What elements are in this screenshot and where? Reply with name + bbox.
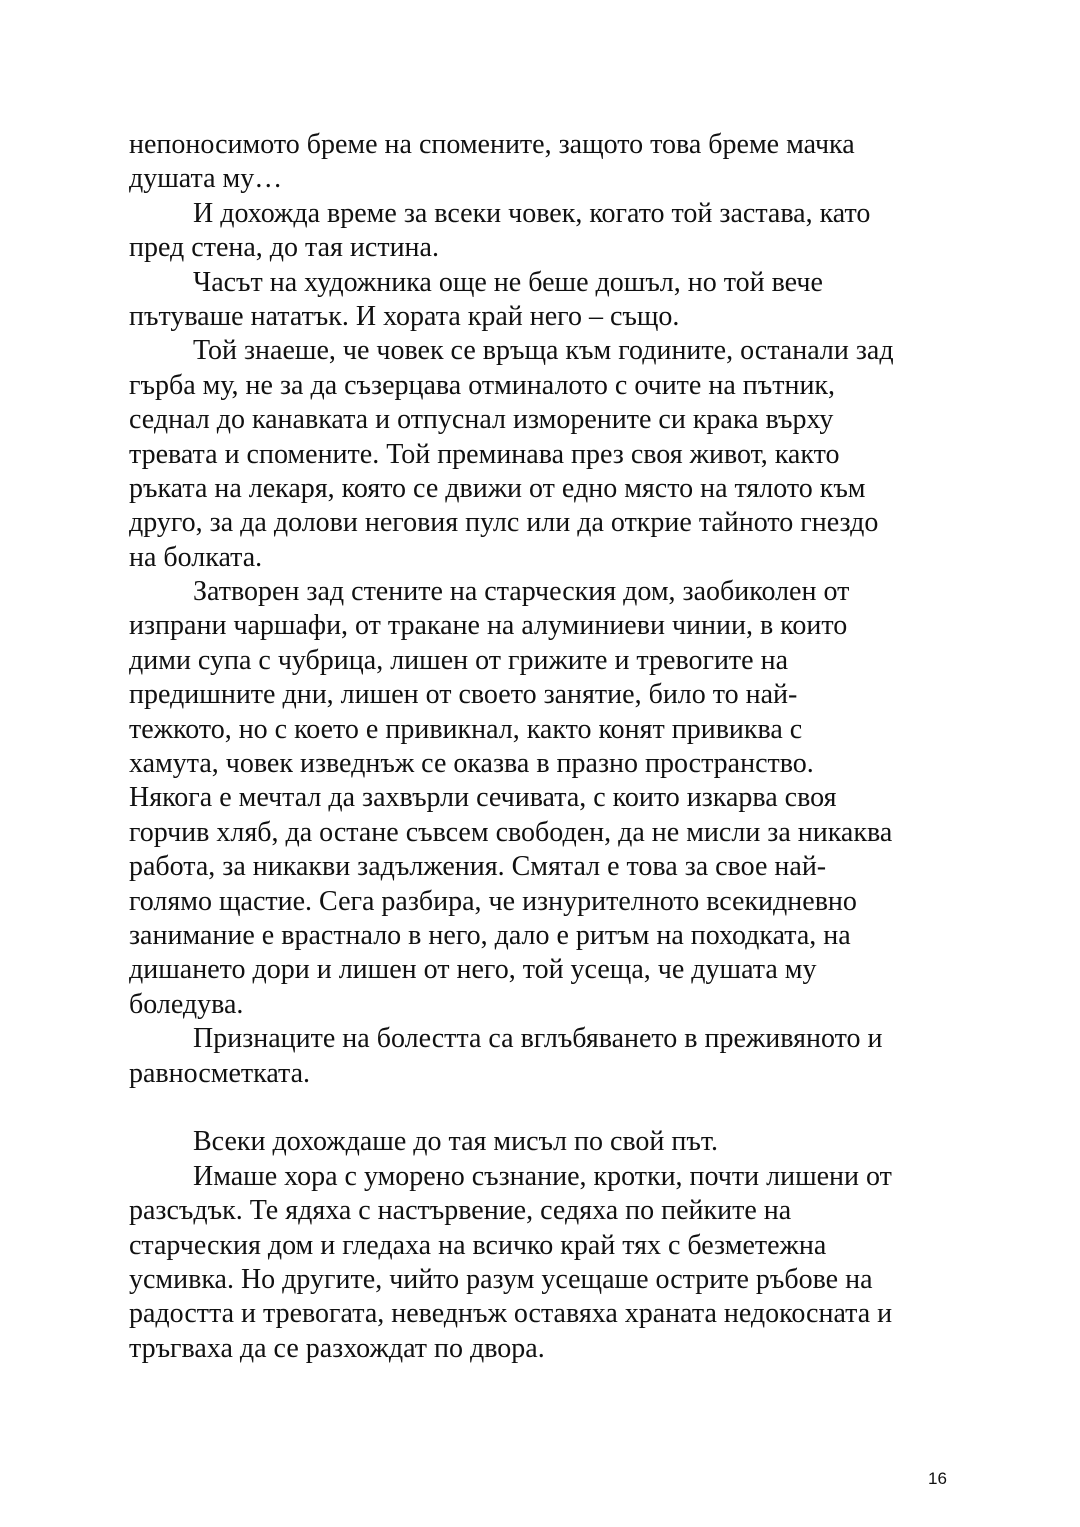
text-line: на болката.: [129, 541, 263, 573]
text-line: горчив хляб, да остане съвсем свободен, да не мисли за никаква: [129, 816, 893, 848]
text-line: разсъдък. Те ядяха с настървение, седяха по пейките на: [129, 1195, 792, 1227]
text-line: изпрани чаршафи, от тракане на алуминиеви чинии, в които: [129, 610, 848, 642]
text-line: тръгваха да се разхождат по двора.: [129, 1332, 545, 1364]
text-line: усмивка. Но другите, чийто разум усещаше острите ръбове на: [129, 1263, 873, 1295]
text-line: ръката на лекаря, която се движи от едно място на тялото към: [129, 472, 866, 504]
text-line: голямо щастие. Сега разбира, че изнурителното всекидневно: [129, 885, 857, 917]
text-line: занимание е врастнало в него, дало е ритъм на походката, на: [129, 919, 851, 951]
paragraph-gap: [129, 1091, 894, 1125]
text-line: Имаше хора с уморено съзнание, кротки, почти лишени от: [193, 1160, 892, 1192]
text-line: работа, за никакви задължения. Смятал е това за свое най-: [129, 851, 827, 883]
page-number: 16: [928, 1469, 947, 1488]
text-line: Той знаеше, че човек се връща към годините, останали зад: [193, 335, 894, 367]
text-line: равносметката.: [129, 1057, 311, 1089]
text-line: Признаците на болестта са вглъбяването в преживяното и: [193, 1023, 883, 1055]
text-line: седнал до канавката и отпуснал изморените си крака върху: [129, 404, 834, 436]
text-line: старческия дом и гледаха на всичко край тях с безметежна: [129, 1229, 827, 1261]
text-line: пред стена, до тая истина.: [129, 232, 439, 264]
text-line: боледува.: [129, 988, 244, 1020]
text-line: Часът на художника още не беше дошъл, но той вече: [193, 266, 823, 298]
text-line: дими супа с чубрица, лишен от грижите и тревогите на: [129, 644, 789, 676]
text-line: пътуваше нататък. И хората край него – също.: [129, 300, 680, 332]
text-line: И дохожда време за всеки човек, когато той застава, като: [193, 197, 871, 229]
text-line: Всеки дохождаше до тая мисъл по свой път.: [193, 1126, 718, 1158]
text-line: хамута, човек изведнъж се оказва в празно пространство.: [129, 748, 814, 780]
text-line: душата му…: [129, 163, 283, 195]
text-line: гърба му, не за да съзерцава отминалото с очите на пътник,: [129, 369, 836, 401]
text-line: непоносимото бреме на спомените, защото това бреме мачка: [129, 129, 855, 160]
text-line: Някога е мечтал да захвърли сечивата, с които изкарва своя: [129, 782, 837, 814]
body-text: [129, 128, 894, 1366]
text-line: Затворен зад стените на старческия дом, заобиколен от: [193, 576, 850, 608]
text-line: радостта и тревогата, неведнъж оставяха храната недокосната и: [129, 1298, 893, 1330]
text-line: предишните дни, лишен от своето занятие, било то най-: [129, 679, 798, 711]
text-line: тежкото, но с което е привикнал, както конят привиква с: [129, 713, 803, 745]
text-line: друго, за да долови неговия пулс или да открие тайното гнездо: [129, 507, 879, 539]
text-line: дишането дори и лишен от него, той усеща, че душата му: [129, 954, 817, 986]
text-line: тревата и спомените. Той преминава през своя живот, както: [129, 438, 840, 470]
